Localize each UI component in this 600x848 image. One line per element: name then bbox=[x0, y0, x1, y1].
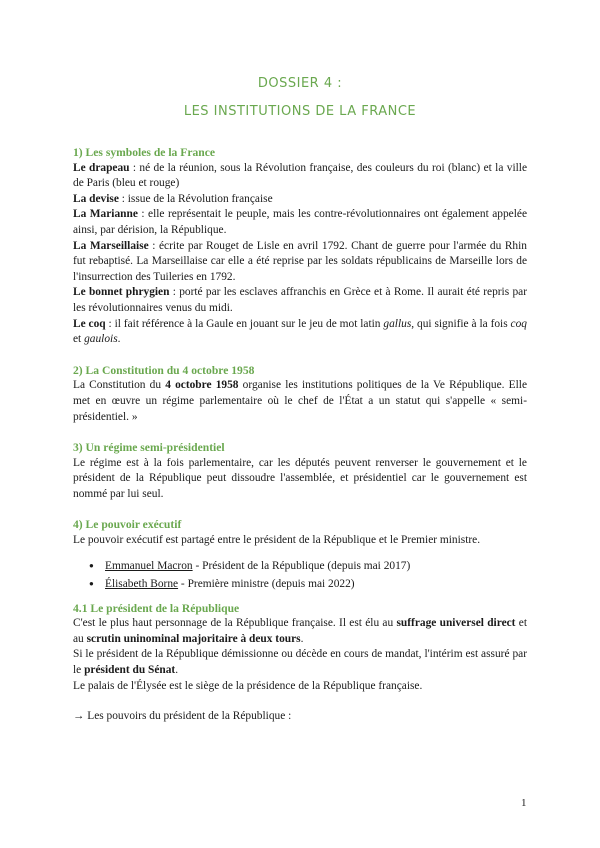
text-coq-1: : il fait référence à la Gaule en jouant sur le jeu de mot latin bbox=[105, 317, 384, 330]
paragraph-constitution bbox=[73, 378, 527, 425]
paragraph-president-1 bbox=[73, 616, 527, 647]
term-suffrage: suffrage universel direct bbox=[396, 617, 516, 630]
paragraph-coq bbox=[73, 317, 527, 348]
paragraph-drapeau bbox=[73, 161, 527, 192]
section-heading-president: 4.1 Le président de la République bbox=[73, 601, 240, 615]
section-heading-executif: 4) Le pouvoir exécutif bbox=[73, 518, 182, 532]
section-heading-symboles: 1) Les symboles de la France bbox=[73, 146, 216, 159]
text-coq-2: , qui signifie à la fois bbox=[411, 317, 511, 330]
link-borne[interactable]: Élisabeth Borne bbox=[105, 577, 179, 590]
term-marseillaise: La Marseillaise bbox=[73, 239, 149, 252]
text-devise: : issue de la Révolution française bbox=[118, 192, 273, 205]
text-coq-3: et bbox=[73, 333, 85, 346]
text-marseillaise: : écrite par Rouget de Lisle en avril 1792. Chant de guerre pour l'armée du Rhin fut rebaptisé. La Marseillaise car elle a été reprise par les soldats républicains de Marseille lors de l'insurrection des Tuileries en 1792. bbox=[73, 239, 527, 283]
paragraph-pouvoirs: → Les pouvoirs du président de la République : bbox=[73, 710, 292, 723]
paragraph-devise bbox=[73, 192, 527, 208]
text-p1-d: . bbox=[300, 632, 304, 645]
paragraph-marseillaise bbox=[73, 239, 527, 286]
page-number: 1 bbox=[521, 797, 527, 809]
text-coq-4: . bbox=[117, 333, 121, 346]
paragraph-president-3: Le palais de l'Élysée est le siège de la présidence de la République française. bbox=[73, 679, 423, 692]
term-devise: La devise bbox=[73, 192, 119, 205]
list-item bbox=[105, 575, 527, 593]
dossier-title: DOSSIER 4 : bbox=[257, 76, 343, 91]
list-item bbox=[105, 557, 527, 575]
list-item-text: - Président de la République (depuis mai 2017) bbox=[192, 559, 411, 572]
executive-list bbox=[73, 557, 527, 593]
term-drapeau: Le drapeau bbox=[73, 161, 130, 174]
text-p2-a: Si le président de la République démissionne ou décède en cours de mandat, l'intérim est assuré par le bbox=[73, 648, 527, 677]
term-marianne: La Marianne bbox=[73, 208, 138, 221]
paragraph-bonnet bbox=[73, 285, 527, 316]
text-drapeau: : né de la réunion, sous la Révolution française, des couleurs du roi (blanc) et la ville de Paris (bleu et rouge) bbox=[73, 161, 527, 190]
term-scrutin: scrutin uninominal majoritaire à deux tours bbox=[86, 632, 301, 645]
dossier-subtitle: LES INSTITUTIONS DE LA FRANCE bbox=[183, 104, 417, 119]
word-gallus: gallus bbox=[383, 317, 412, 330]
text-marianne: : elle représentait le peuple, mais les contre-révolutionnaires ont également appelée ainsi, par dérision, la République. bbox=[73, 208, 527, 236]
text-p1-a: C'est le plus haut personnage de la République française. Il est élu au bbox=[73, 617, 397, 630]
word-coq: coq bbox=[510, 317, 527, 330]
text-p2-c: . bbox=[175, 664, 179, 677]
paragraph-executif: Le pouvoir exécutif est partagé entre le président de la République et le Premier ministre. bbox=[73, 534, 481, 547]
paragraph-president-2 bbox=[73, 647, 527, 678]
section-heading-constitution: 2) La Constitution du 4 octobre 1958 bbox=[73, 363, 255, 377]
paragraph-marianne bbox=[73, 207, 527, 238]
document-body bbox=[73, 145, 527, 725]
text-p1-c: et au bbox=[73, 617, 527, 645]
term-bonnet: Le bonnet phrygien bbox=[73, 286, 170, 299]
list-item-text: - Première ministre (depuis mai 2022) bbox=[178, 577, 355, 590]
term-coq: Le coq bbox=[73, 317, 106, 330]
link-macron[interactable]: Emmanuel Macron bbox=[105, 559, 193, 572]
paragraph-regime: Le régime est à la fois parlementaire, car les députés peuvent renverser le gouvernement et le président de la République peut dissoudre l'assemblée, et présidentiel car le gouvernement est nommé par lui seul. bbox=[73, 456, 527, 500]
text-bonnet: : porté par les esclaves affranchis en Grèce et à Rome. Il aurait été repris par les révolutionnaires venus du midi. bbox=[73, 286, 527, 314]
text-constitution-2: organise les institutions politiques de la Ve République. Elle met en œuvre un régime parlementaire où le chef de l'État a un statut qui s'appelle « semi-présidentiel. » bbox=[73, 379, 528, 423]
text-constitution-1: La Constitution du bbox=[73, 379, 166, 392]
term-senat: président du Sénat bbox=[84, 664, 176, 677]
date-constitution: 4 octobre 1958 bbox=[165, 379, 239, 392]
section-heading-regime: 3) Un régime semi-présidentiel bbox=[73, 441, 225, 455]
word-gaulois: gaulois bbox=[84, 333, 118, 346]
